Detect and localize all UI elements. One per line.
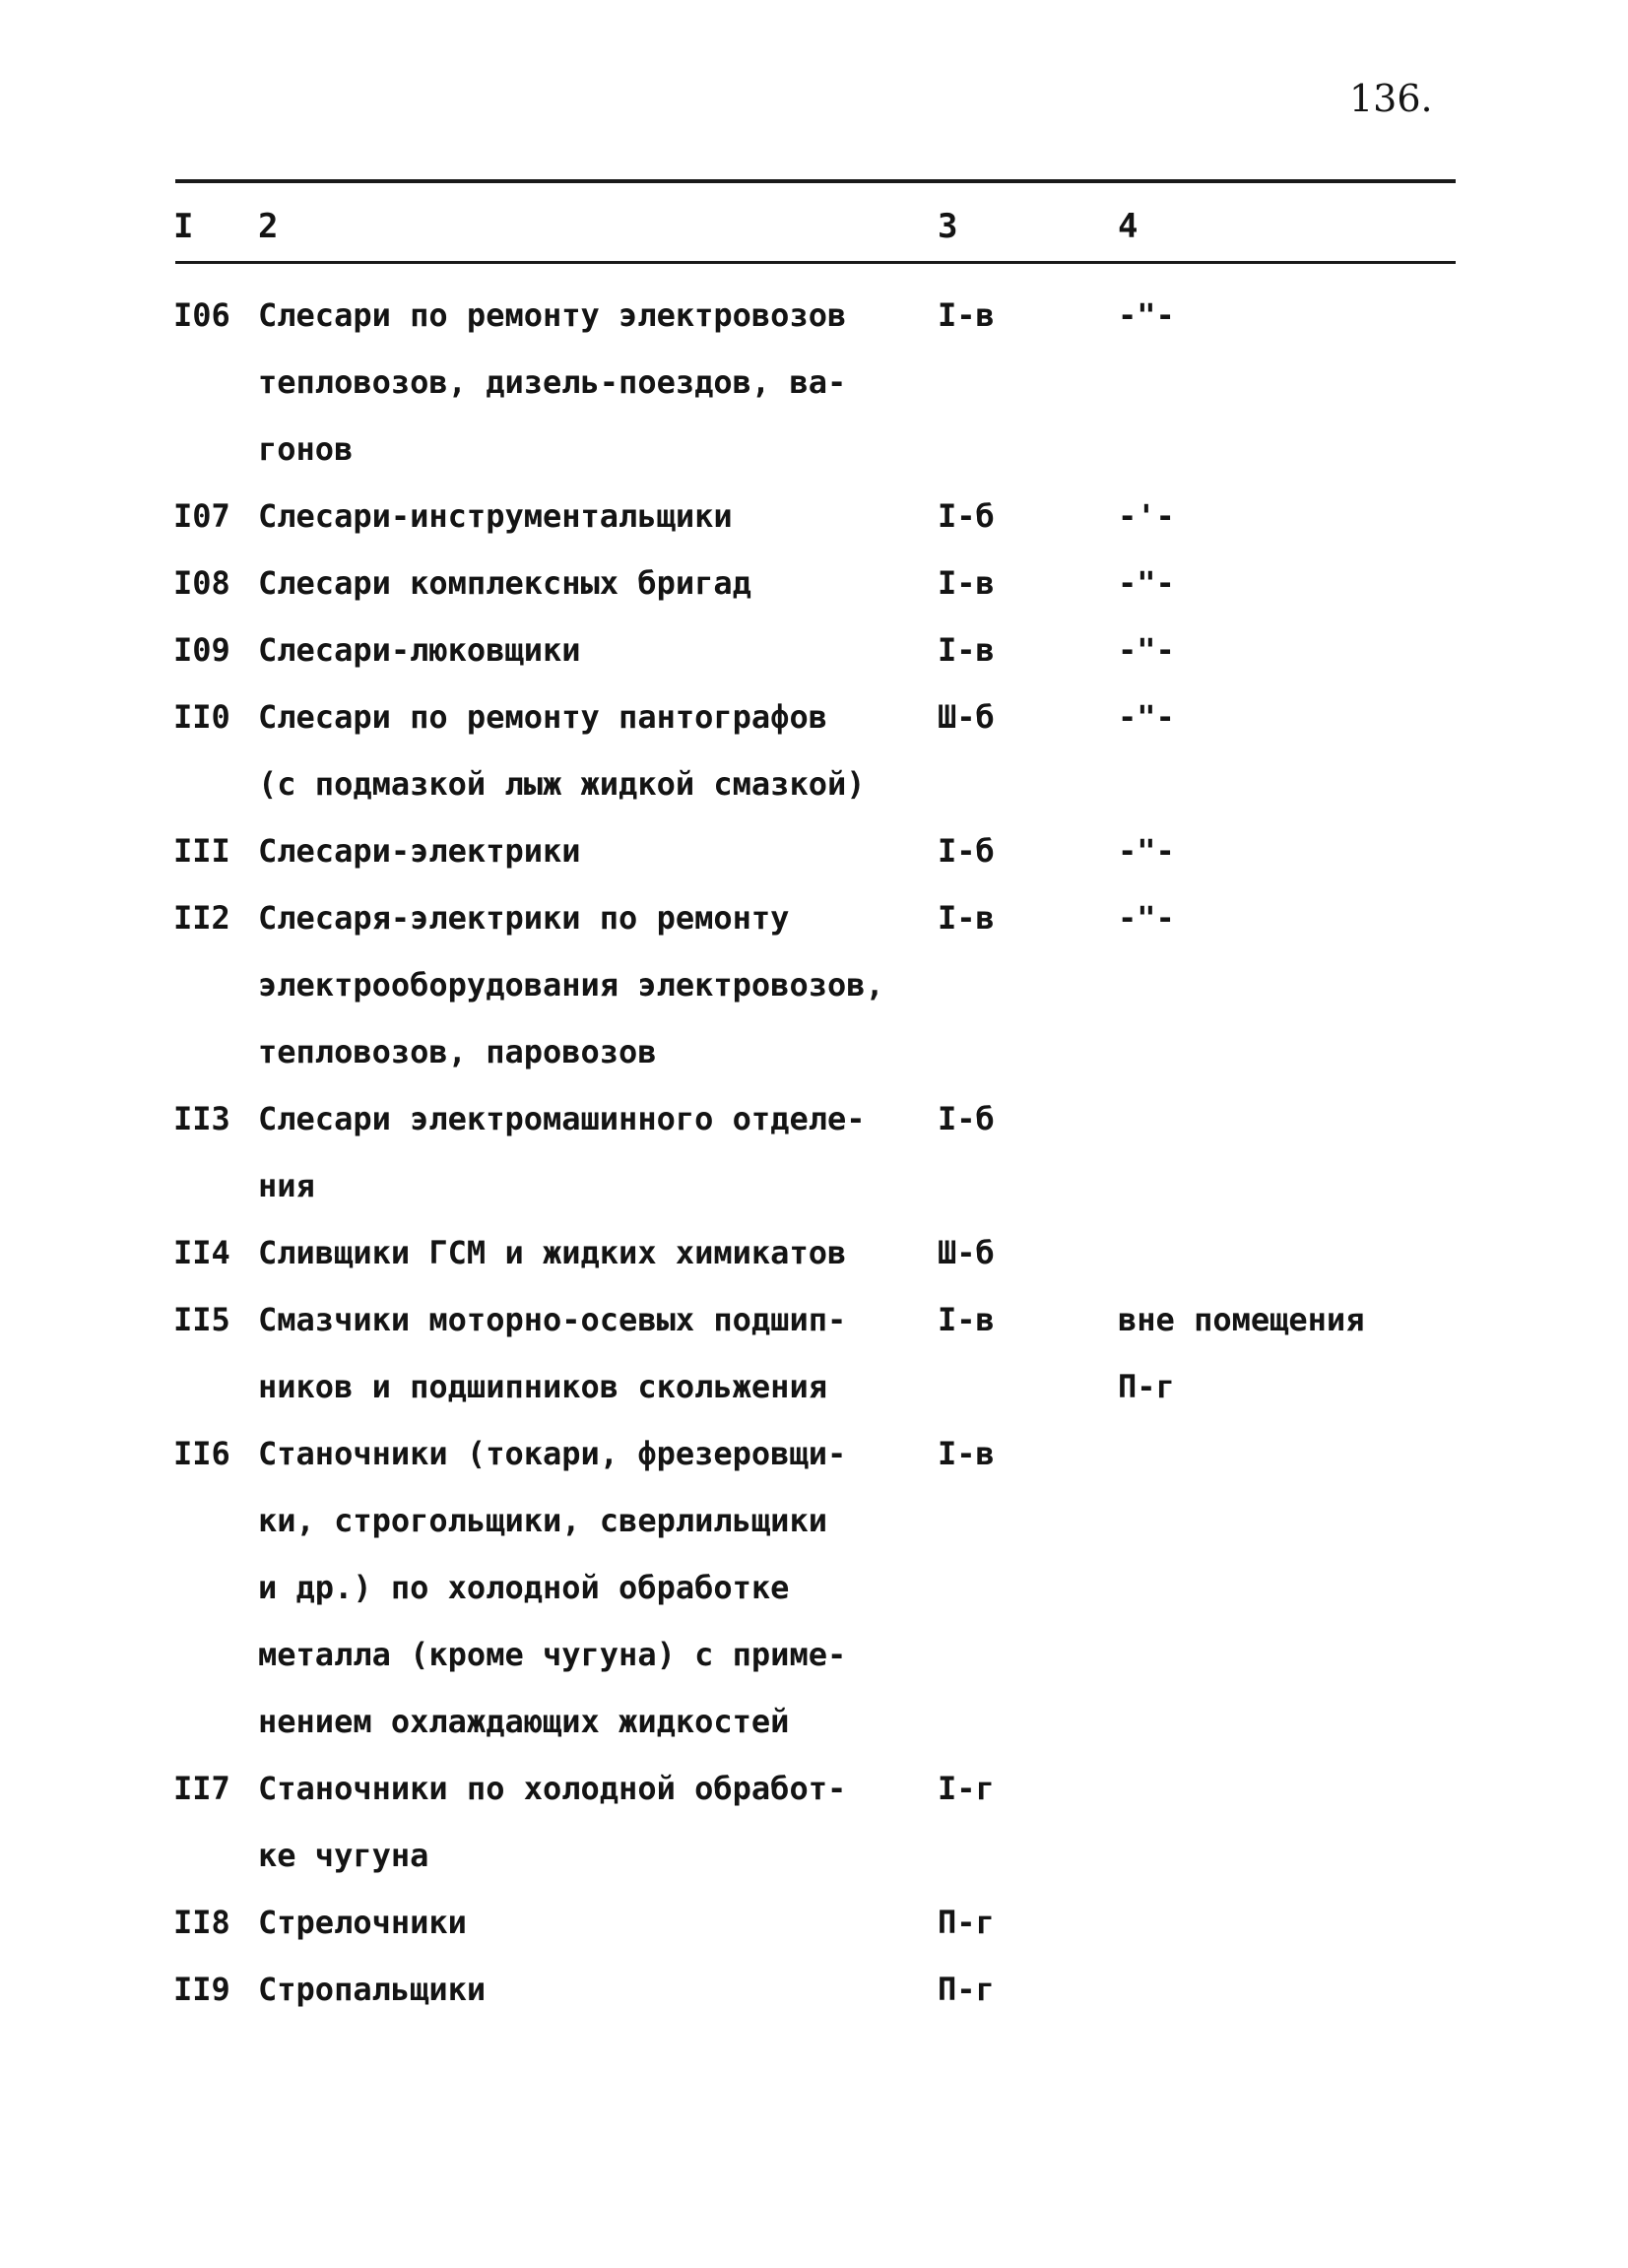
row-number: II0	[173, 698, 230, 736]
description-line: ке чугуна	[258, 1837, 429, 1874]
description-line: металла (кроме чугуна) с приме-	[258, 1636, 847, 1673]
row-group: I-в	[938, 564, 995, 602]
description-line: тепловозов, паровозов	[258, 1033, 657, 1070]
table-header-rule	[175, 261, 1456, 264]
description-line: тепловозов, дизель-поездов, ва-	[258, 363, 847, 401]
row-number: II9	[173, 1971, 230, 2008]
row-number: I08	[173, 564, 230, 602]
row-note	[1118, 483, 1512, 550]
row-number: I09	[173, 631, 230, 669]
row-group: I-в	[938, 631, 995, 669]
row-group: I-в	[938, 1301, 995, 1338]
note-line: вне помещения	[1118, 1301, 1365, 1338]
row-note	[1118, 550, 1512, 616]
row-description	[258, 1755, 938, 1889]
header-col-3: 3	[938, 207, 958, 246]
row-number: III	[173, 832, 230, 870]
note-line: -"-	[1118, 832, 1175, 870]
description-line: Слесаря-электрики по ремонту	[258, 899, 790, 937]
row-description	[258, 282, 938, 483]
description-line: Слесари электромашинного отделе-	[258, 1100, 866, 1137]
description-line: гонов	[258, 430, 354, 468]
description-line: электрооборудования электровозов,	[258, 966, 884, 1004]
row-group: Ш-б	[938, 1234, 995, 1271]
note-line: -"-	[1118, 698, 1175, 736]
description-line: ников и подшипников скольжения	[258, 1368, 827, 1405]
row-note	[1118, 282, 1512, 349]
description-line: (с подмазкой лыж жидкой смазкой)	[258, 765, 866, 803]
row-group: I-б	[938, 497, 995, 535]
row-number: II7	[173, 1770, 230, 1807]
description-line: Смазчики моторно-осевых подшип-	[258, 1301, 847, 1338]
row-description	[258, 1956, 938, 2023]
row-note	[1118, 884, 1512, 951]
row-number: II2	[173, 899, 230, 937]
description-line: нением охлаждающих жидкостей	[258, 1703, 790, 1740]
row-group: I-в	[938, 1435, 995, 1472]
row-group: I-г	[938, 1770, 995, 1807]
note-line: -"-	[1118, 631, 1175, 669]
description-line: Станочники (токари, фрезеровщи-	[258, 1435, 847, 1472]
row-group: I-в	[938, 899, 995, 937]
row-description	[258, 683, 938, 817]
note-line: -"-	[1118, 564, 1175, 602]
header-col-4: 4	[1118, 207, 1139, 246]
description-line: Слесари-электрики	[258, 832, 581, 870]
row-note	[1118, 683, 1512, 750]
note-line: П-г	[1118, 1368, 1175, 1405]
row-description	[258, 550, 938, 616]
row-group: I-б	[938, 1100, 995, 1137]
row-description	[258, 884, 938, 1085]
description-line: и др.) по холодной обработке	[258, 1569, 790, 1606]
description-line: Слесари-инструментальщики	[258, 497, 733, 535]
row-group: П-г	[938, 1971, 995, 2008]
description-line: Слесари-люковщики	[258, 631, 581, 669]
row-number: II5	[173, 1301, 230, 1338]
row-description	[258, 1420, 938, 1755]
table-top-rule	[175, 179, 1456, 183]
row-group: П-г	[938, 1904, 995, 1941]
row-description	[258, 1219, 938, 1286]
row-group: I-в	[938, 296, 995, 334]
description-line: Слесари по ремонту пантографов	[258, 698, 827, 736]
row-number: II3	[173, 1100, 230, 1137]
description-line: ния	[258, 1167, 315, 1204]
row-description	[258, 1085, 938, 1219]
description-line: ки, строгольщики, сверлильщики	[258, 1502, 827, 1539]
note-line: -"-	[1118, 899, 1175, 937]
description-line: Стропальщики	[258, 1971, 487, 2008]
page-number: 136.	[1349, 77, 1433, 120]
row-description	[258, 483, 938, 550]
description-line: Станочники по холодной обработ-	[258, 1770, 847, 1807]
description-line: Слесари комплексных бригад	[258, 564, 751, 602]
description-line: Стрелочники	[258, 1904, 467, 1941]
row-number: II6	[173, 1435, 230, 1472]
row-description	[258, 1889, 938, 1956]
description-line: Сливщики ГСМ и жидких химикатов	[258, 1234, 847, 1271]
note-line: -'-	[1118, 497, 1175, 535]
row-number: I07	[173, 497, 230, 535]
row-number: I06	[173, 296, 230, 334]
row-group: Ш-б	[938, 698, 995, 736]
row-description	[258, 1286, 938, 1420]
row-description	[258, 817, 938, 884]
description-line: Слесари по ремонту электровозов	[258, 296, 847, 334]
header-col-1: I	[173, 207, 194, 246]
row-number: II8	[173, 1904, 230, 1941]
row-group: I-б	[938, 832, 995, 870]
header-col-2: 2	[258, 207, 279, 246]
note-line: -"-	[1118, 296, 1175, 334]
row-note	[1118, 616, 1512, 683]
row-number: II4	[173, 1234, 230, 1271]
row-note	[1118, 1286, 1512, 1420]
row-note	[1118, 817, 1512, 884]
row-description	[258, 616, 938, 683]
